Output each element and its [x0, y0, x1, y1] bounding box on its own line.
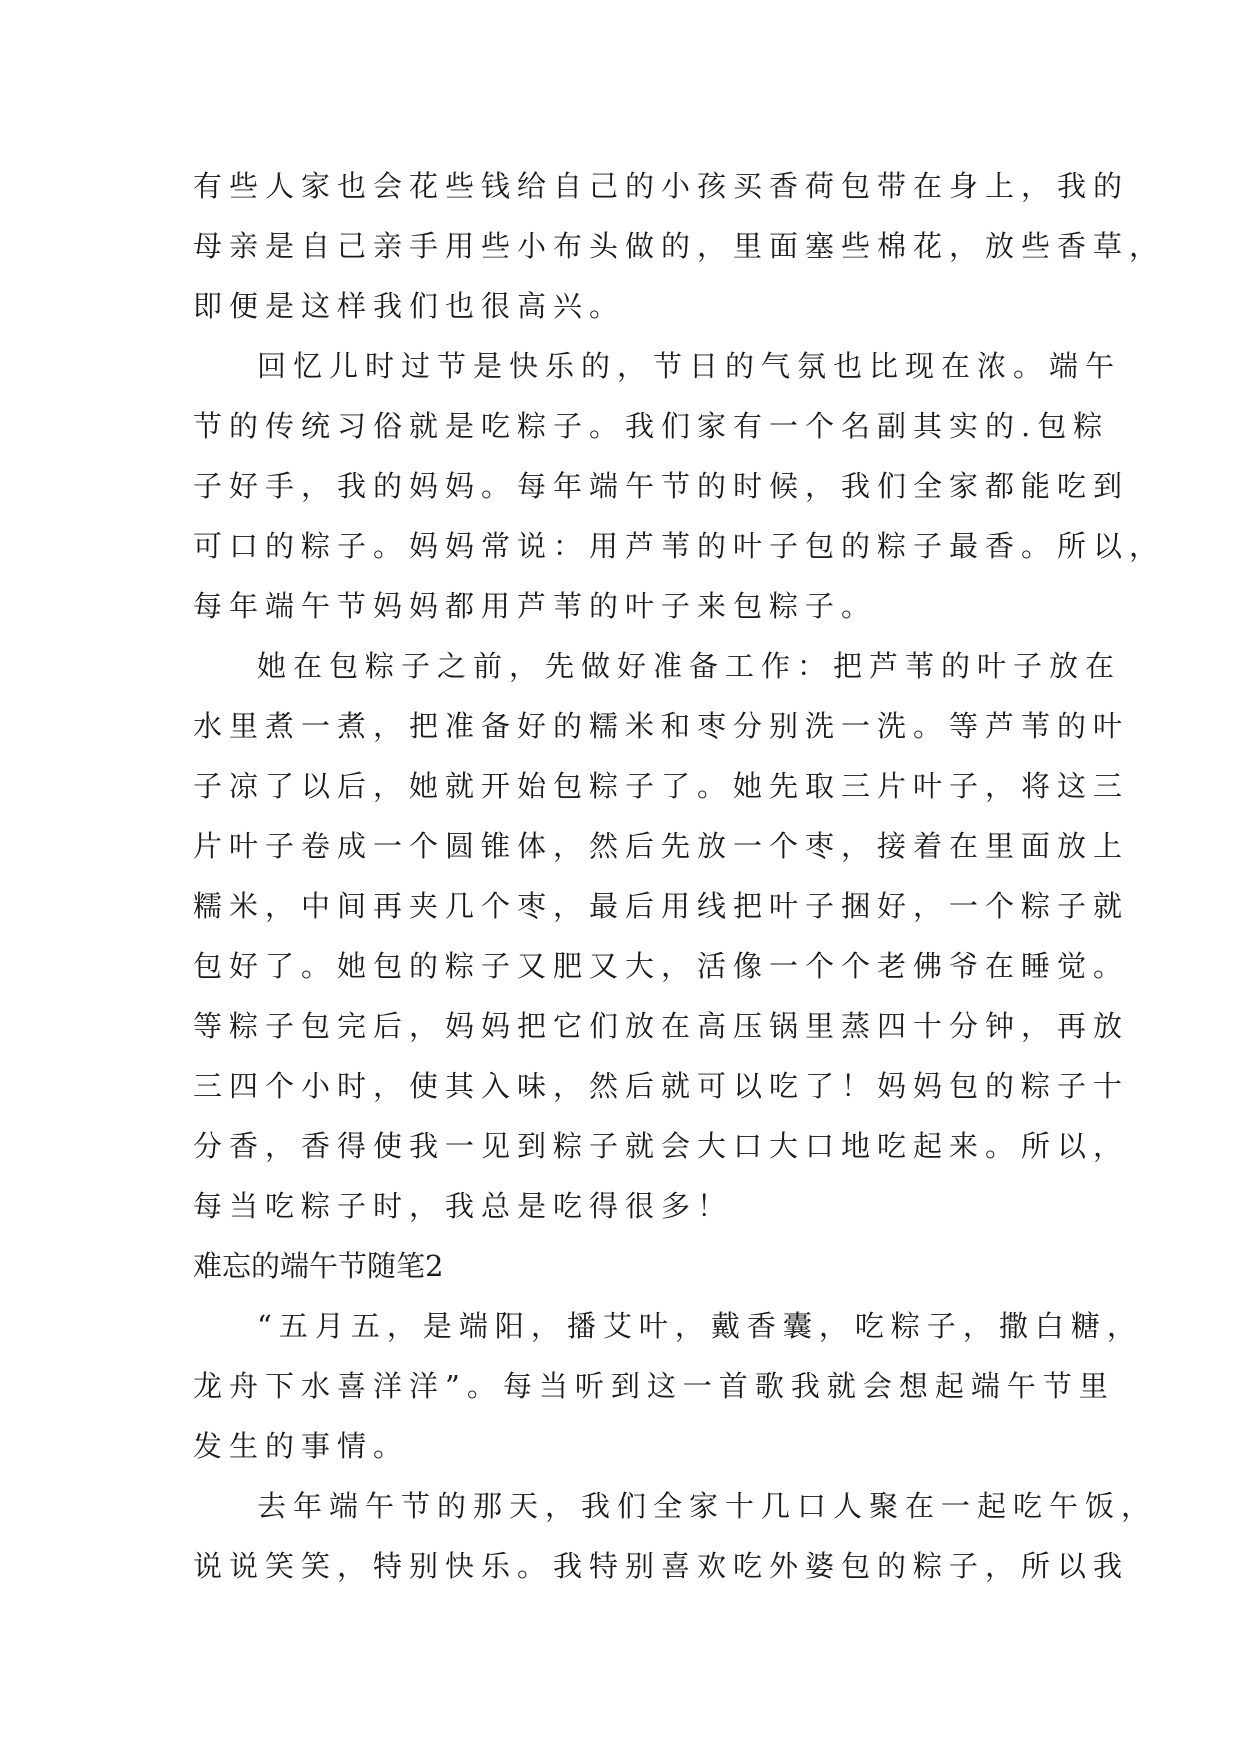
paragraph-line: 每年端午节妈妈都用芦苇的叶子来包粽子。	[193, 589, 878, 623]
paragraph-line: 即便是这样我们也很高兴。	[193, 289, 626, 323]
paragraph-line: 片叶子卷成一个圆锥体，然后先放一个枣，接着在里面放上	[193, 829, 1130, 863]
paragraph-line: 母亲是自己亲手用些小布头做的，里面塞些棉花，放些香草，	[193, 229, 1166, 263]
paragraph-line: 她在包粽子之前，先做好准备工作：把芦苇的叶子放在	[257, 649, 1122, 683]
paragraph-line: 分香，香得使我一见到粽子就会大口大口地吃起来。所以，	[193, 1129, 1130, 1163]
paragraph-line: 三四个小时，使其入味，然后就可以吃了！妈妈包的粽子十	[193, 1069, 1130, 1103]
paragraph-line: 子好手，我的妈妈。每年端午节的时候，我们全家都能吃到	[193, 469, 1130, 503]
paragraph-line: 龙舟下水喜洋洋”。每当听到这一首歌我就会想起端午节里	[193, 1369, 1115, 1403]
paragraph-line: 回忆儿时过节是快乐的，节日的气氛也比现在浓。端午	[257, 349, 1122, 383]
paragraph-line: 每当吃粽子时，我总是吃得很多！	[193, 1189, 734, 1223]
paragraph-line: 去年端午节的那天，我们全家十几口人聚在一起吃午饭，	[257, 1489, 1158, 1523]
paragraph-line: 水里煮一煮，把准备好的糯米和枣分别洗一洗。等芦苇的叶	[193, 709, 1130, 743]
section-heading: 难忘的端午节随笔2	[193, 1249, 444, 1283]
paragraph-line: 有些人家也会花些钱给自己的小孩买香荷包带在身上，我的	[193, 169, 1130, 203]
paragraph-line: 包好了。她包的粽子又肥又大，活像一个个老佛爷在睡觉。	[193, 949, 1130, 983]
paragraph-line: 发生的事情。	[193, 1429, 410, 1463]
paragraph-line: “五月五，是端阳，播艾叶，戴香囊，吃粽子，撒白糖，	[257, 1309, 1143, 1343]
paragraph-line: 子凉了以后，她就开始包粽子了。她先取三片叶子，将这三	[193, 769, 1130, 803]
paragraph-line: 说说笑笑，特别快乐。我特别喜欢吃外婆包的粽子，所以我	[193, 1549, 1130, 1583]
paragraph-line: 等粽子包完后，妈妈把它们放在高压锅里蒸四十分钟，再放	[193, 1009, 1130, 1043]
paragraph-line: 糯米，中间再夹几个枣，最后用线把叶子捆好，一个粽子就	[193, 889, 1130, 923]
paragraph-line: 节的传统习俗就是吃粽子。我们家有一个名副其实的.包粽	[193, 409, 1110, 443]
document-body	[193, 156, 1166, 1596]
paragraph-line: 可口的粽子。妈妈常说：用芦苇的叶子包的粽子最香。所以，	[193, 529, 1166, 563]
